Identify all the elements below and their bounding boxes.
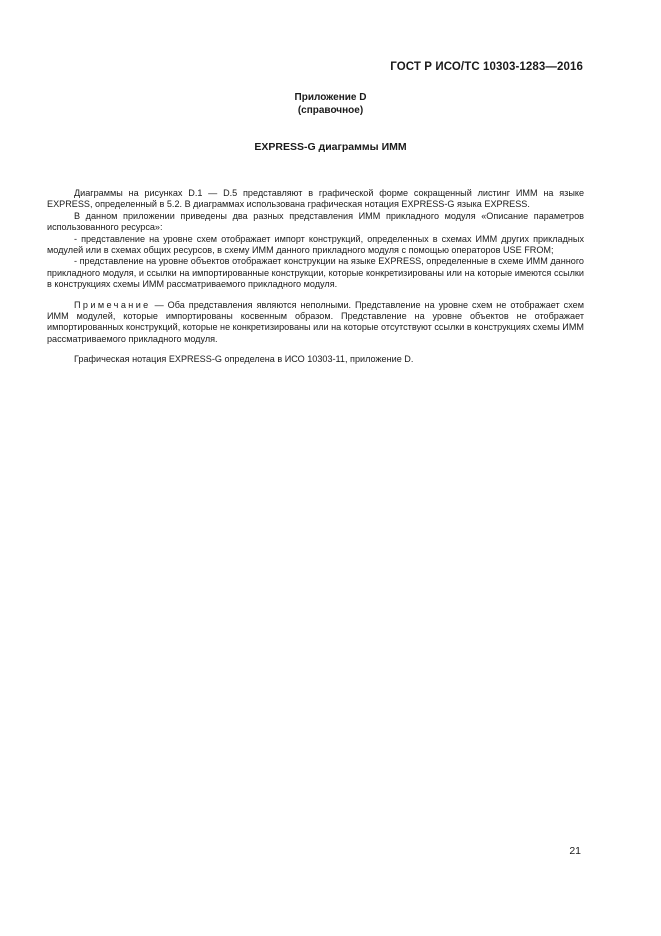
standard-id-header: ГОСТ Р ИСО/ТС 10303-1283—2016	[390, 61, 583, 73]
note-label: Примечание	[74, 299, 151, 310]
paragraph-object-level: - представление на уровне объектов отображает конструкции на языке EXPRESS, определенные в схеме ИММ данного прикладного модуля, и ссылки на импортированные конструкции, которые конкретизированы или на которые имеются ссылки в конструкциях схемы ИММ рассматриваемого прикладного модуля.	[47, 256, 584, 290]
paragraph-notation-reference: Графическая нотация EXPRESS-G определена в ИСО 10303-11, приложение D.	[74, 354, 414, 365]
paragraph-schema-level: - представление на уровне схем отображает импорт конструкций, определенных в схемах ИММ других прикладных модулей или в схемах общих ресурсов, в схему ИММ данного прикладного модуля с помощью операторов USE FROM;	[47, 233, 584, 256]
annex-title: Приложение D	[294, 92, 367, 103]
paragraph-representations: В данном приложении приведены два разных представления ИММ прикладного модуля «Описание параметров использованного ресурса»:	[47, 210, 584, 233]
body-text	[47, 188, 584, 366]
note-paragraph	[47, 300, 584, 346]
note-dash: —	[150, 299, 168, 310]
section-title: EXPRESS-G диаграммы ИММ	[254, 141, 407, 153]
annex-subtitle: (справочное)	[297, 105, 364, 116]
paragraph-figures-intro: Диаграммы на рисунках D.1 — D.5 представляют в графической форме сокращенный листинг ИММ на языке EXPRESS, определенный в 5.2. В диаграммах использована графическая нотация EXPRESS-G языка EXPRESS.	[47, 188, 584, 210]
note-text: Оба представления являются неполными. Представление на уровне схем не отображает схем ИММ модулей, которые импортированы косвенным образом. Представление на уровне объектов не отображает импортированных конструкций, которые не конкретизированы или на которые отсутствуют ссылки в конструкциях схемы ИММ рассматриваемого прикладного модуля.	[47, 299, 584, 344]
page-number: 21	[569, 845, 581, 857]
annex-heading	[0, 91, 661, 117]
